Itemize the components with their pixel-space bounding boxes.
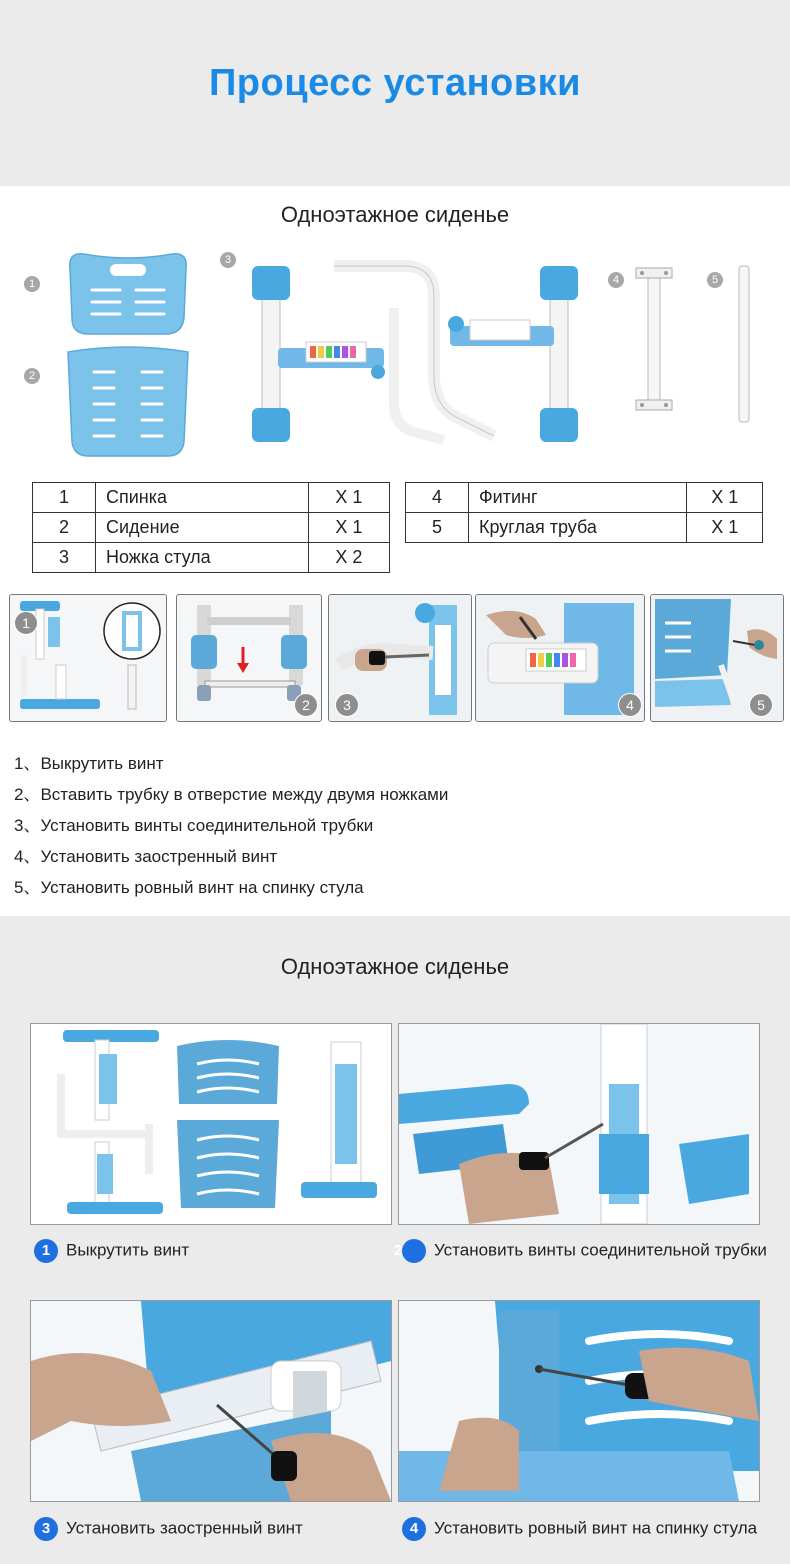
step-badge: 1 [14,611,38,635]
table-row [406,513,763,543]
step-badge: 2 [294,693,318,717]
list-item: 1、Выкрутить винт [14,754,164,773]
section-title: Одноэтажное сиденье [280,202,510,227]
parts-table-left [32,482,390,573]
part-qty: X 1 [687,513,763,543]
list-item: 5、Установить ровный винт на спинку стула [14,878,364,897]
part-name: Спинка [96,483,309,513]
part-number-badge: 2 [24,368,40,384]
part-number: 1 [33,483,96,513]
part-qty: X 2 [308,543,389,573]
step-photo [176,594,322,722]
page-header [0,0,790,186]
page-title: Процесс установки [208,62,582,104]
steps-list [14,748,448,903]
step-caption [34,1516,384,1541]
step-number-badge: 4 [402,1517,426,1541]
step-caption [393,1238,770,1263]
step-caption-text: Установить винты соединительной трубки [434,1240,767,1260]
step-caption [34,1238,384,1263]
step-number-badge: 1 [34,1239,58,1263]
part-name: Круглая труба [469,513,687,543]
list-item: 2、Вставить трубку в отверстие между двумя ножками [14,785,449,804]
seat-part-image [60,342,196,460]
step-caption-text: Выкрутить винт [66,1240,190,1260]
assembly-section [0,916,790,1564]
step-caption [402,1516,786,1541]
assembly-photo [30,1300,392,1502]
part-qty: X 1 [308,483,389,513]
part-number: 5 [406,513,469,543]
assembly-photo [398,1023,760,1225]
table-row [33,513,390,543]
part-number-badge: 1 [24,276,40,292]
step-photo [9,594,167,722]
step-photo [475,594,645,722]
list-item: 3、Установить винты соединительной трубки [14,816,374,835]
step-photo [328,594,472,722]
parts-table-right [405,482,763,543]
step-photo [650,594,784,722]
step-badge: 5 [749,693,773,717]
part-number: 2 [33,513,96,543]
section-title: Одноэтажное сиденье [280,954,510,979]
assembly-photo [30,1023,392,1225]
part-name: Фитинг [469,483,687,513]
step-badge: 3 [335,693,359,717]
parts-section [0,186,790,916]
step-caption-text: Установить заостренный винт [66,1518,303,1538]
list-item: 4、Установить заостренный винт [14,847,278,866]
backrest-part-image [62,246,194,338]
round-tube-part-image [734,264,754,424]
part-number-badge: 4 [608,272,624,288]
part-qty: X 1 [308,513,389,543]
table-row [33,483,390,513]
step-number-badge: 2 [402,1239,426,1263]
table-row [33,543,390,573]
part-number: 4 [406,483,469,513]
fitting-part-image [630,264,678,414]
part-number-badge: 3 [220,252,236,268]
chair-legs-part-image [244,256,584,456]
part-name: Сидение [96,513,309,543]
part-qty: X 1 [687,483,763,513]
step-number-badge: 3 [34,1517,58,1541]
assembly-photo [398,1300,760,1502]
step-caption-text: Установить ровный винт на спинку стула [434,1518,758,1538]
part-number-badge: 5 [707,272,723,288]
table-row [406,483,763,513]
part-name: Ножка стула [96,543,309,573]
step-badge: 4 [618,693,642,717]
part-number: 3 [33,543,96,573]
